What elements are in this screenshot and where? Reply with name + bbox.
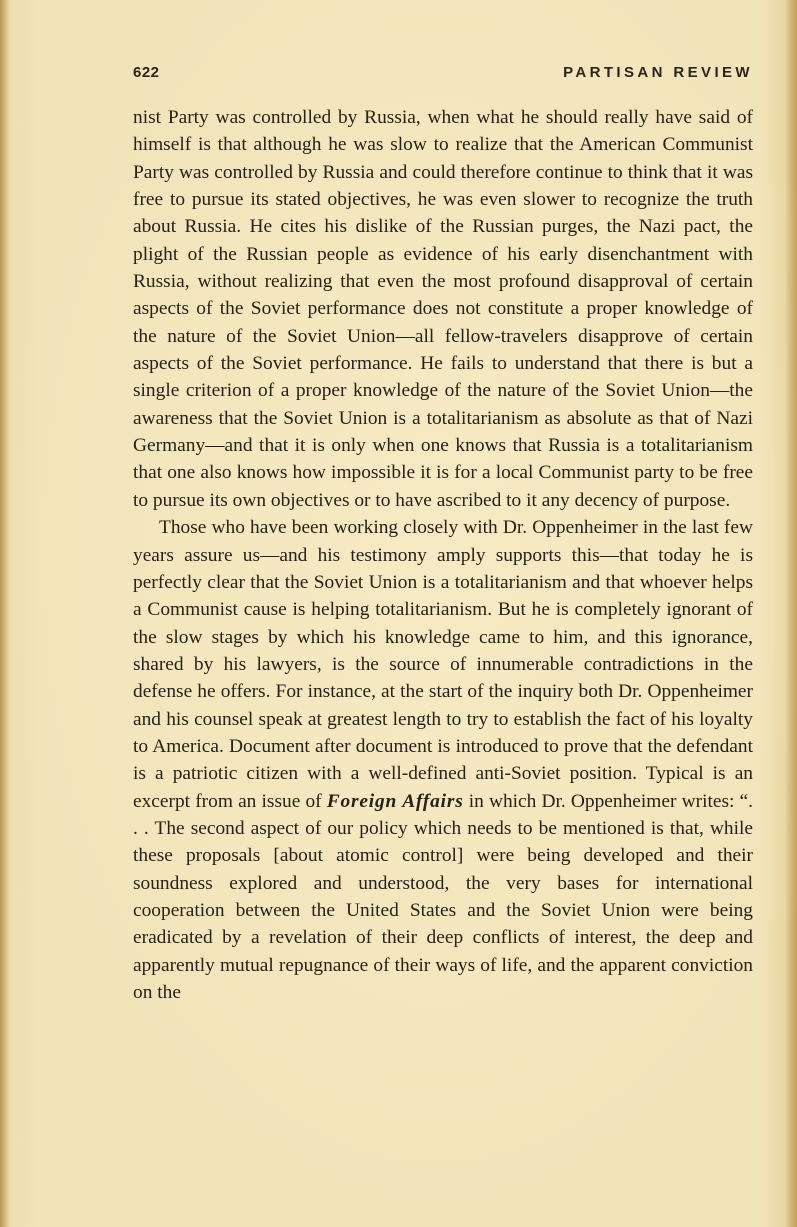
page-binding-edge bbox=[0, 0, 9, 1227]
paragraph-2 bbox=[133, 514, 753, 1006]
journal-title: PARTISAN REVIEW bbox=[563, 64, 753, 81]
page-number: 622 bbox=[133, 64, 160, 81]
body-text bbox=[133, 104, 753, 1006]
paragraph-2-text-start: Those who have been working closely with Dr. Oppenheimer in the last few years assure us—and his testimony amply supports this—that today he is perfectly clear that the Soviet Union is a totalitarianism and that whoever helps a Communist cause is helping totalitarianism. But he is completely ignorant of the slow stages by which his knowledge came to him, and this ignorance, shared by his lawyers, is the source of innumerable contradictions in the defense he offers. For instance, at the start of the inquiry both Dr. Oppenheimer and his counsel speak at greatest length to try to establish the fact of his loyalty to America. Document after document is introduced to prove that the defendant is a patriotic citizen with a well-defined anti-Soviet position. Typical is an excerpt from an issue of bbox=[133, 517, 753, 812]
running-head bbox=[133, 64, 753, 86]
page-outer-edge bbox=[785, 0, 797, 1227]
journal-citation-italic: Foreign Affairs bbox=[326, 790, 464, 812]
paragraph-2-text-end: in which Dr. Oppenheimer writes: “. . . The second aspect of our policy which needs to be mentioned is that, while these proposals [about atomic control] were being developed and their soundness explored and understood, the very bases for international cooperation between the United States and the Soviet Union were being eradicated by a revelation of their deep conflicts of interest, the deep and apparently mutual repugnance of their ways of life, and the apparent conviction on the bbox=[133, 790, 753, 1003]
paragraph-1: nist Party was controlled by Russia, when what he should really have said of himself is that although he was slow to realize that the American Communist Party was controlled by Russia and could therefore continue to think that it was free to pursue its stated objectives, he was even slower to recognize the truth about Russia. He cites his dislike of the Russian purges, the Nazi pact, the plight of the Russian people as evidence of his early disenchantment with Russia, without realizing that even the most profound disapproval of certain aspects of the Soviet performance does not constitute a proper knowledge of the nature of the Soviet Union—all fellow-travelers disapprove of certain aspects of the Soviet performance. He fails to understand that there is but a single criterion of a proper knowledge of the nature of the Soviet Union—the awareness that the Soviet Union is a totalitarianism as absolute as that of Nazi Germany—and that it is only when one knows that Russia is a totalitarianism that one also knows how impossible it is for a local Communist party to be free to pursue its own objectives or to have ascribed to it any decency of purpose. bbox=[133, 107, 753, 511]
